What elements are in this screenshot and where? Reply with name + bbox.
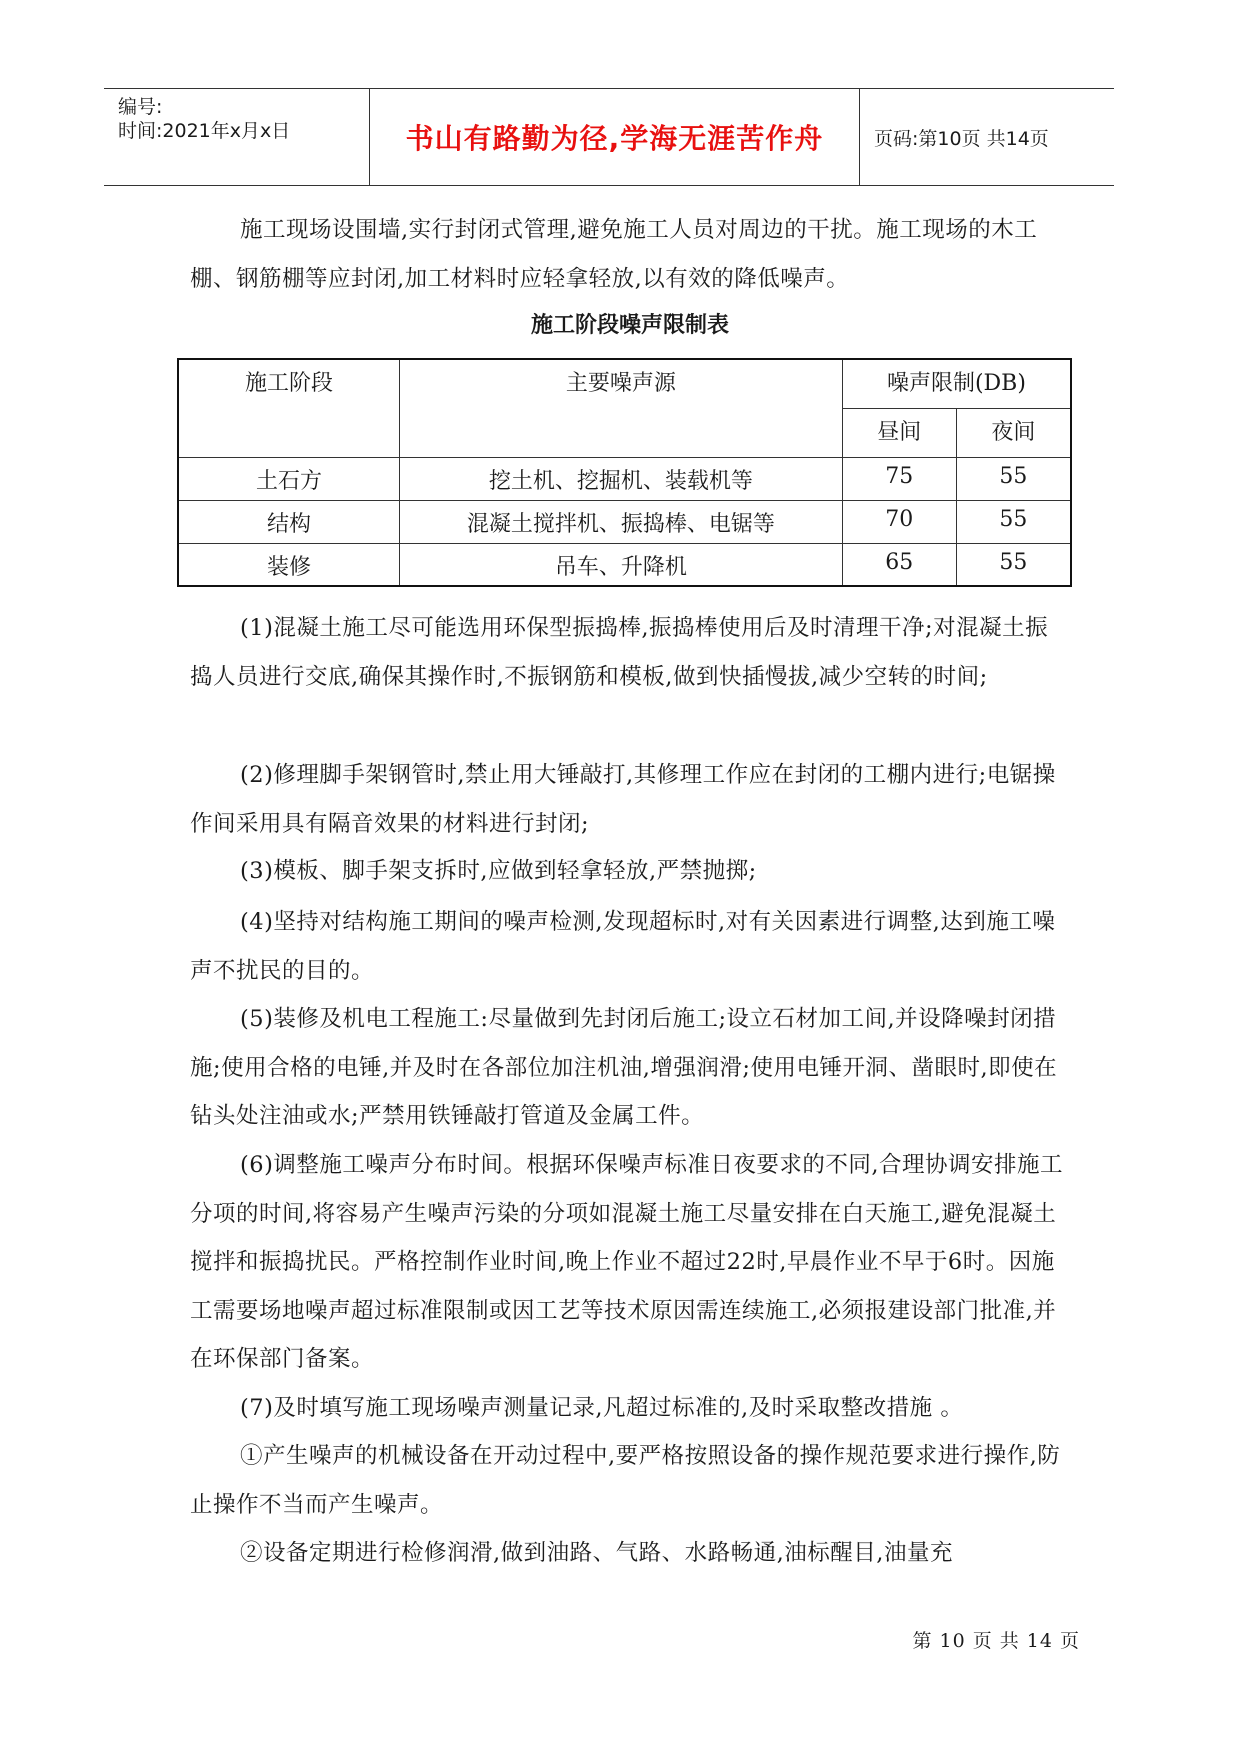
- page-header: [104, 88, 1114, 186]
- table-header-row: [178, 359, 1071, 408]
- item-1: (1)混凝土施工尽可能选用环保型振捣棒,振捣棒使用后及时清理干净;对混凝土振捣人员进行交底,确保其操作时,不振钢筋和模板,做到快插慢拔,减少空转的时间;: [190, 615, 1049, 690]
- table-row: [178, 500, 1071, 543]
- cell-night: 55: [956, 457, 1071, 500]
- cell-source: 吊车、升降机: [399, 543, 842, 586]
- cell-source: 混凝土搅拌机、振捣棒、电锯等: [399, 500, 842, 543]
- table-row: [178, 457, 1071, 500]
- circled-item-1: ①产生噪声的机械设备在开动过程中,要严格按照设备的操作规范要求进行操作,防止操作不当而产生噪声。: [190, 1443, 1061, 1518]
- cell-stage: 土石方: [178, 457, 399, 500]
- item-4: (4)坚持对结构施工期间的噪声检测,发现超标时,对有关因素进行调整,达到施工噪声不扰民的目的。: [190, 909, 1056, 984]
- header-day: 昼间: [842, 408, 956, 457]
- cell-day: 65: [842, 543, 956, 586]
- cell-night: 55: [956, 543, 1071, 586]
- item-2: (2)修理脚手架钢管时,禁止用大锤敲打,其修理工作应在封闭的工棚内进行;电锯操作间采用具有隔音效果的材料进行封闭;: [190, 762, 1056, 837]
- number-label: 编号:: [118, 96, 163, 118]
- header-stage: 施工阶段: [178, 359, 399, 457]
- header-night: 夜间: [956, 408, 1071, 457]
- table-row: [178, 543, 1071, 586]
- header-page-label: 页码:第10页 共14页: [874, 127, 1049, 150]
- item-7: (7)及时填写施工现场噪声测量记录,凡超过标准的,及时采取整改措施 。: [240, 1395, 964, 1421]
- cell-night: 55: [956, 500, 1071, 543]
- cell-stage: 结构: [178, 500, 399, 543]
- header-meta: [118, 89, 368, 185]
- intro-paragraph: 施工现场设围墙,实行封闭式管理,避免施工人员对周边的干扰。施工现场的木工棚、钢筋棚等应封闭,加工材料时应轻拿轻放,以有效的降低噪声。: [190, 217, 1038, 292]
- cell-source: 挖土机、挖掘机、装载机等: [399, 457, 842, 500]
- table-title: 施工阶段噪声限制表: [530, 313, 729, 338]
- item-6: (6)调整施工噪声分布时间。根据环保噪声标准日夜要求的不同,合理协调安排施工分项的时间,将容易产生噪声污染的分项如混凝土施工尽量安排在白天施工,避免混凝土搅拌和振捣扰民。严格控制作业时间,晚上作业不超过22时,早晨作业不早于6时。因施工需要场地噪声超过标准限制或因工艺等技术原因需连续施工,必须报建设部门批准,并在环保部门备案。: [190, 1152, 1064, 1372]
- noise-limit-table: [177, 358, 1072, 587]
- header-motto: 书山有路勤为径,学海无涯苦作舟: [405, 122, 824, 155]
- page-footer: 第 10 页 共 14 页: [912, 1630, 1080, 1652]
- item-3: (3)模板、脚手架支拆时,应做到轻拿轻放,严禁抛掷;: [240, 858, 757, 884]
- header-limit: 噪声限制(DB): [842, 359, 1071, 408]
- cell-day: 70: [842, 500, 956, 543]
- header-divider: [859, 89, 860, 185]
- cell-stage: 装修: [178, 543, 399, 586]
- header-source: 主要噪声源: [399, 359, 842, 457]
- item-5: (5)装修及机电工程施工:尽量做到先封闭后施工;设立石材加工间,并设降噪封闭措施;使用合格的电锤,并及时在各部位加注机油,增强润滑;使用电锤开洞、凿眼时,即使在钻头处注油或水;严禁用铁锤敲打管道及金属工件。: [190, 1006, 1058, 1129]
- time-label: 时间:2021年x月x日: [118, 120, 291, 142]
- cell-day: 75: [842, 457, 956, 500]
- circled-item-2: ②设备定期进行检修润滑,做到油路、气路、水路畅通,油标醒目,油量充: [240, 1540, 953, 1566]
